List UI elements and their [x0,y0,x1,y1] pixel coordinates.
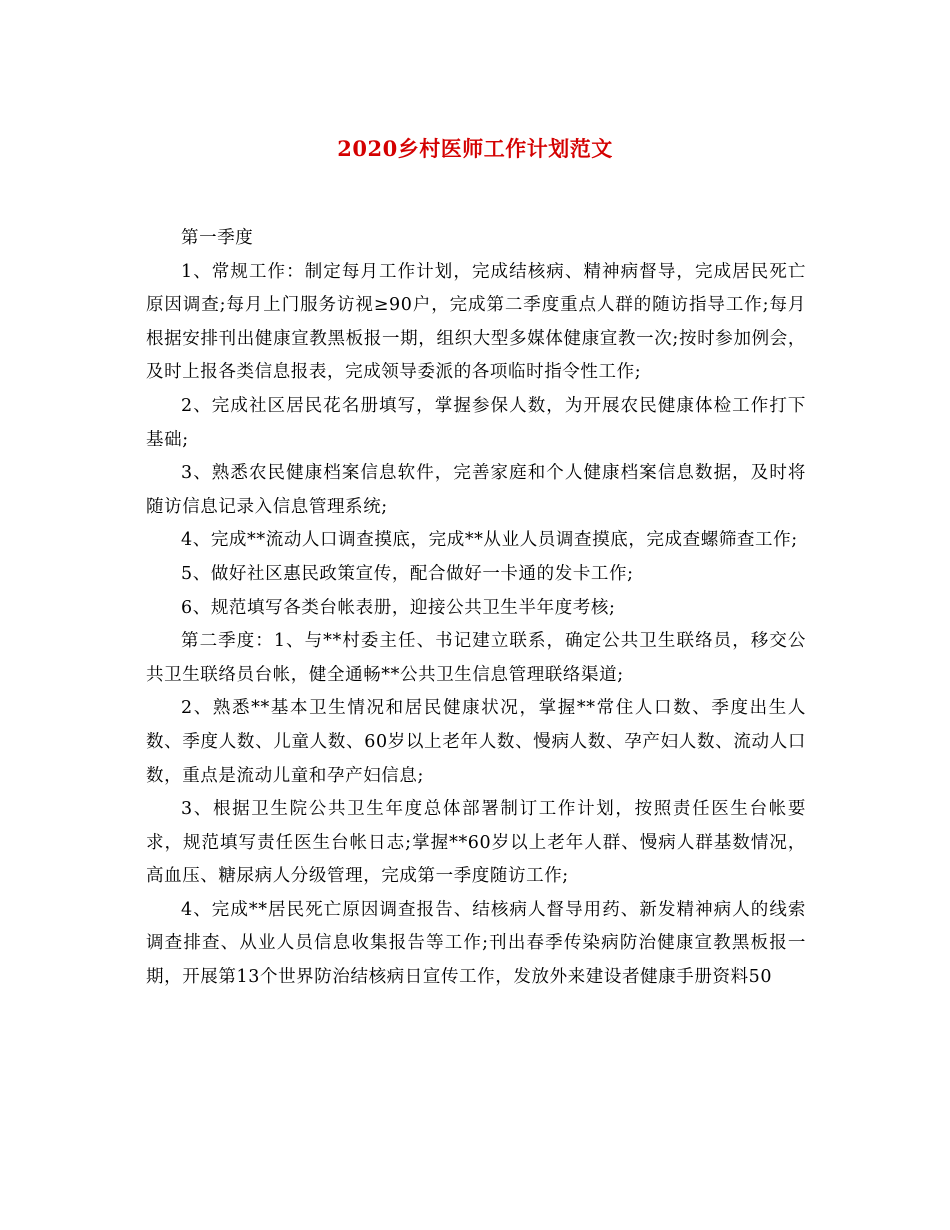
paragraph: 4、完成**流动人口调查摸底，完成**从业人员调查摸底，完成查螺筛查工作; [181,530,798,551]
paragraph: 5、做好社区惠民政策宣传，配合做好一卡通的发卡工作; [181,563,634,584]
paragraph: 3、熟悉农民健康档案信息软件，完善家庭和个人健康档案信息数据，及时将随访信息记录入信息管理系统; [146,463,806,517]
paragraph-quarter-2: 第二季度：1、与**村委主任、书记建立联系，确定公共卫生联络员，移交公共卫生联络员台帐，健全通畅**公共卫生信息管理联络渠道; [146,631,806,685]
paragraph: 1、常规工作：制定每月工作计划，完成结核病、精神病督导，完成居民死亡原因调查;每月上门服务访视≥90户，完成第二季度重点人群的随访指导工作;每月根据安排刊出健康宣教黑板报一期，组织大型多媒体健康宣教一次;按时参加例会，及时上报各类信息报表，完成领导委派的各项临时指令性工作; [146,261,806,383]
document-title: 2020乡村医师工作计划范文 [337,136,613,161]
paragraph-quarter-1-heading: 第一季度 [181,228,254,248]
paragraph: 2、熟悉**基本卫生情况和居民健康状况，掌握**常住人口数、季度出生人数、季度人数、儿童人数、60岁以上老年人数、慢病人数、孕产妇人数、流动人口数，重点是流动儿童和孕产妇信息; [146,698,806,786]
document-body [146,222,806,995]
paragraph: 4、完成**居民死亡原因调查报告、结核病人督导用药、新发精神病人的线索调查排查、从业人员信息收集报告等工作;刊出春季传染病防治健康宣教黑板报一期，开展第13个世界防治结核病日宣传工作，发放外来建设者健康手册资料50 [146,899,806,988]
paragraph: 3、根据卫生院公共卫生年度总体部署制订工作计划，按照责任医生台帐要求，规范填写责任医生台帐日志;掌握**60岁以上老年人群、慢病人群基数情况，高血压、糖尿病人分级管理，完成第一季度随访工作; [146,799,806,887]
paragraph: 6、规范填写各类台帐表册，迎接公共卫生半年度考核; [181,597,616,618]
paragraph: 2、完成社区居民花名册填写，掌握参保人数，为开展农民健康体检工作打下基础; [146,395,806,450]
